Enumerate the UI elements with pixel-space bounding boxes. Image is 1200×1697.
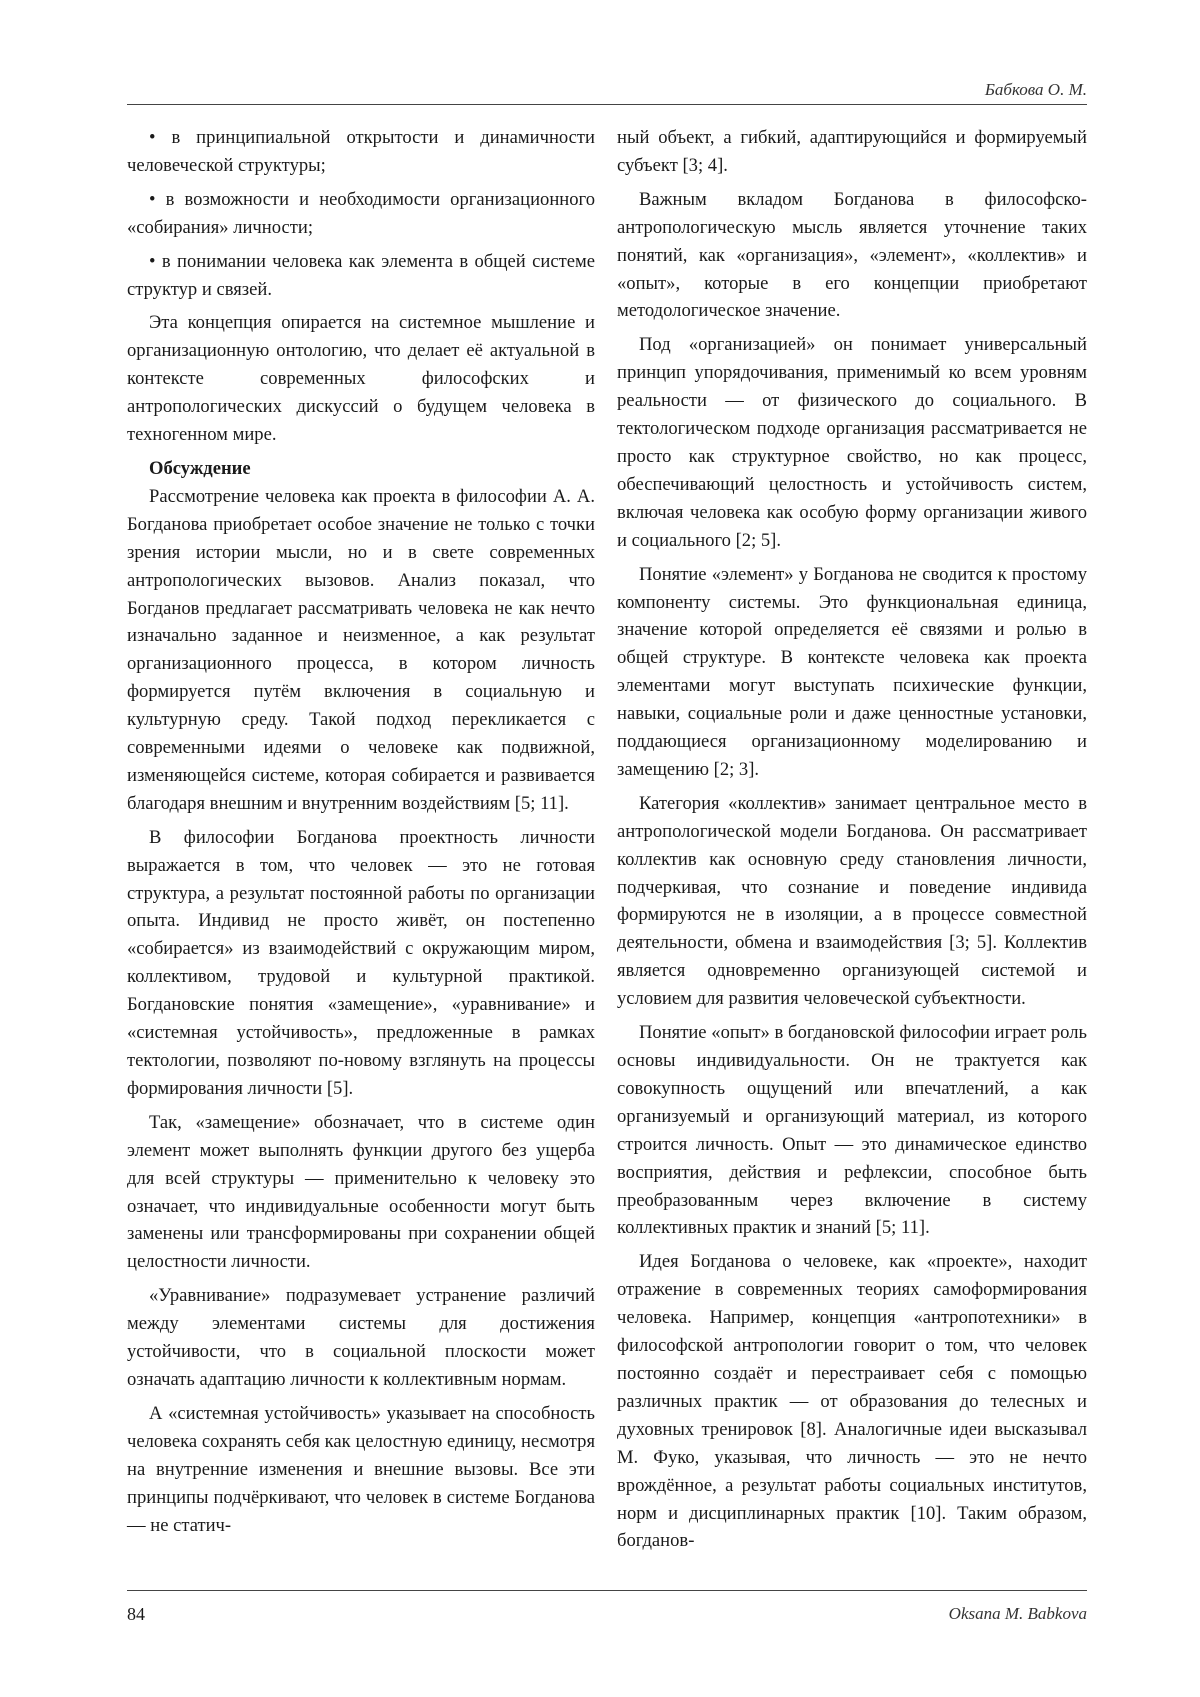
paragraph: Категория «коллектив» занимает центральное место в антропологической модели Богданова. Он рассматривает коллектив как основную среду становления личности, подчеркивая, что сознание и поведение индивида формируются не в изоляции, а в процессе совместной деятельности, обмена и взаимодействия [3; 5]. Коллектив является одновременно организующей системой и условием для развития человеческой субъектности. (617, 792, 1087, 1010)
paragraph: Так, «замещение» обозначает, что в системе один элемент может выполнять функции другого без ущерба для всей структуры — применительно к человеку это означает, что индивидуальные особенности могут быть заменены или трансформированы при сохранении общей целостности личности. (127, 1111, 595, 1273)
paragraph: ный объект, а гибкий, адаптирующийся и формируемый субъект [3; 4]. (617, 127, 1087, 176)
bullet-item: • в возможности и необходимости организационного «собирания» личности; (127, 188, 595, 238)
paragraph: Понятие «элемент» у Богданова не сводится к простому компоненту системы. Это функциональная единица, значение которой определяется её связями и ролью в общей структуре. В контексте человека как проекта элементами могут выступать психические функции, навыки, социальные роли и даже ценностные установки, поддающиеся организационному моделированию и замещению [2; 3]. (617, 563, 1087, 780)
paragraph: В философии Богданова проектность личности выражается в том, что человек — это не готовая структура, а результат постоянной работы по организации опыта. Индивид не просто живёт, он постепенно «собирается» из взаимодействий с окружающим миром, коллективом, трудовой и культурной практикой. Богдановские понятия «замещение», «уравнивание» и «системная устойчивость», предложенные в рамках тектологии, позволяют по-новому взглянуть на процессы формирования личности [5]. (127, 826, 595, 1099)
left-column (127, 124, 595, 1545)
bullet-item: • в понимании человека как элемента в общей системе структур и связей. (127, 250, 595, 300)
bullet-item: • в принципиальной открытости и динамичности человеческой структуры; (127, 127, 595, 176)
paragraph: Под «организацией» он понимает универсальный принцип упорядочивания, применимый ко всем уровням реальности — от физического до социального. В тектологическом подходе организация рассматривается не просто как структурное свойство, но как процесс, обеспечивающий целостность и устойчивость систем, включая человека как особую форму организации живого и социального [2; 5]. (617, 334, 1087, 551)
section-heading: Обсуждение (149, 457, 251, 479)
footer-rule (127, 1590, 1087, 1591)
header-rule (127, 104, 1087, 105)
paragraph: Важным вкладом Богданова в философско-антропологическую мысль является уточнение таких понятий, как «организация», «элемент», «коллектив» и «опыт», которые в его концепции приобретают методологическое значение. (617, 188, 1087, 322)
paragraph: А «системная устойчивость» указывает на способность человека сохранять себя как целостную единицу, несмотря на внутренние изменения и внешние вызовы. Все эти принципы подчёркивают, что человек в системе Богданова — не статич- (127, 1402, 595, 1536)
paragraph: «Уравнивание» подразумевает устранение различий между элементами системы для достижения устойчивости, что в социальной плоскости может означать адаптацию личности к коллективным нормам. (127, 1285, 595, 1390)
paragraph: Понятие «опыт» в богдановской философии играет роль основы индивидуальности. Он не трактуется как совокупность ощущений или впечатлений, а как организуемый и организующий материал, из которого строится личность. Опыт — это динамическое единство восприятия, действия и рефлексии, способное быть преобразованным через включение в систему коллективных практик и знаний [5; 11]. (617, 1022, 1087, 1239)
footer-author: Oksana M. Babkova (948, 1604, 1087, 1623)
paragraph: Идея Богданова о человеке, как «проекте», находит отражение в современных теориях самоформирования человека. Например, концепция «антропотехники» в философской антропологии говорит о том, что человек постоянно создаёт и перестраивает себя с помощью различных практик — от образования до телесных и духовных тренировок [8]. Аналогичные идеи высказывал М. Фуко, указывая, что личность — это не нечто врождённое, а результат работы социальных институтов, норм и дисциплинарных практик [10]. Таким образом, богданов- (617, 1251, 1087, 1552)
paragraph: Рассмотрение человека как проекта в философии А. А. Богданова приобретает особое значение не только с точки зрения истории мысли, но и в свете современных антропологических вызовов. Анализ показал, что Богданов предлагает рассматривать человека не как нечто изначально заданное и неизменное, а как результат организационного процесса, в котором личность формируется путём включения в социальную и культурную среду. Такой подход перекликается с современными идеями о человеке как подвижной, изменяющейся системе, которая собирается и развивается благодаря внешним и внутренним воздействиям [5; 11]. (127, 485, 595, 814)
running-title: Бабкова О. М. (984, 80, 1087, 99)
paragraph: Эта концепция опирается на системное мышление и организационную онтологию, что делает её актуальной в контексте современных философских и антропологических дискуссий о будущем человека в техногенном мире. (127, 312, 595, 446)
right-column (617, 124, 1087, 1561)
page-number: 84 (127, 1604, 145, 1624)
